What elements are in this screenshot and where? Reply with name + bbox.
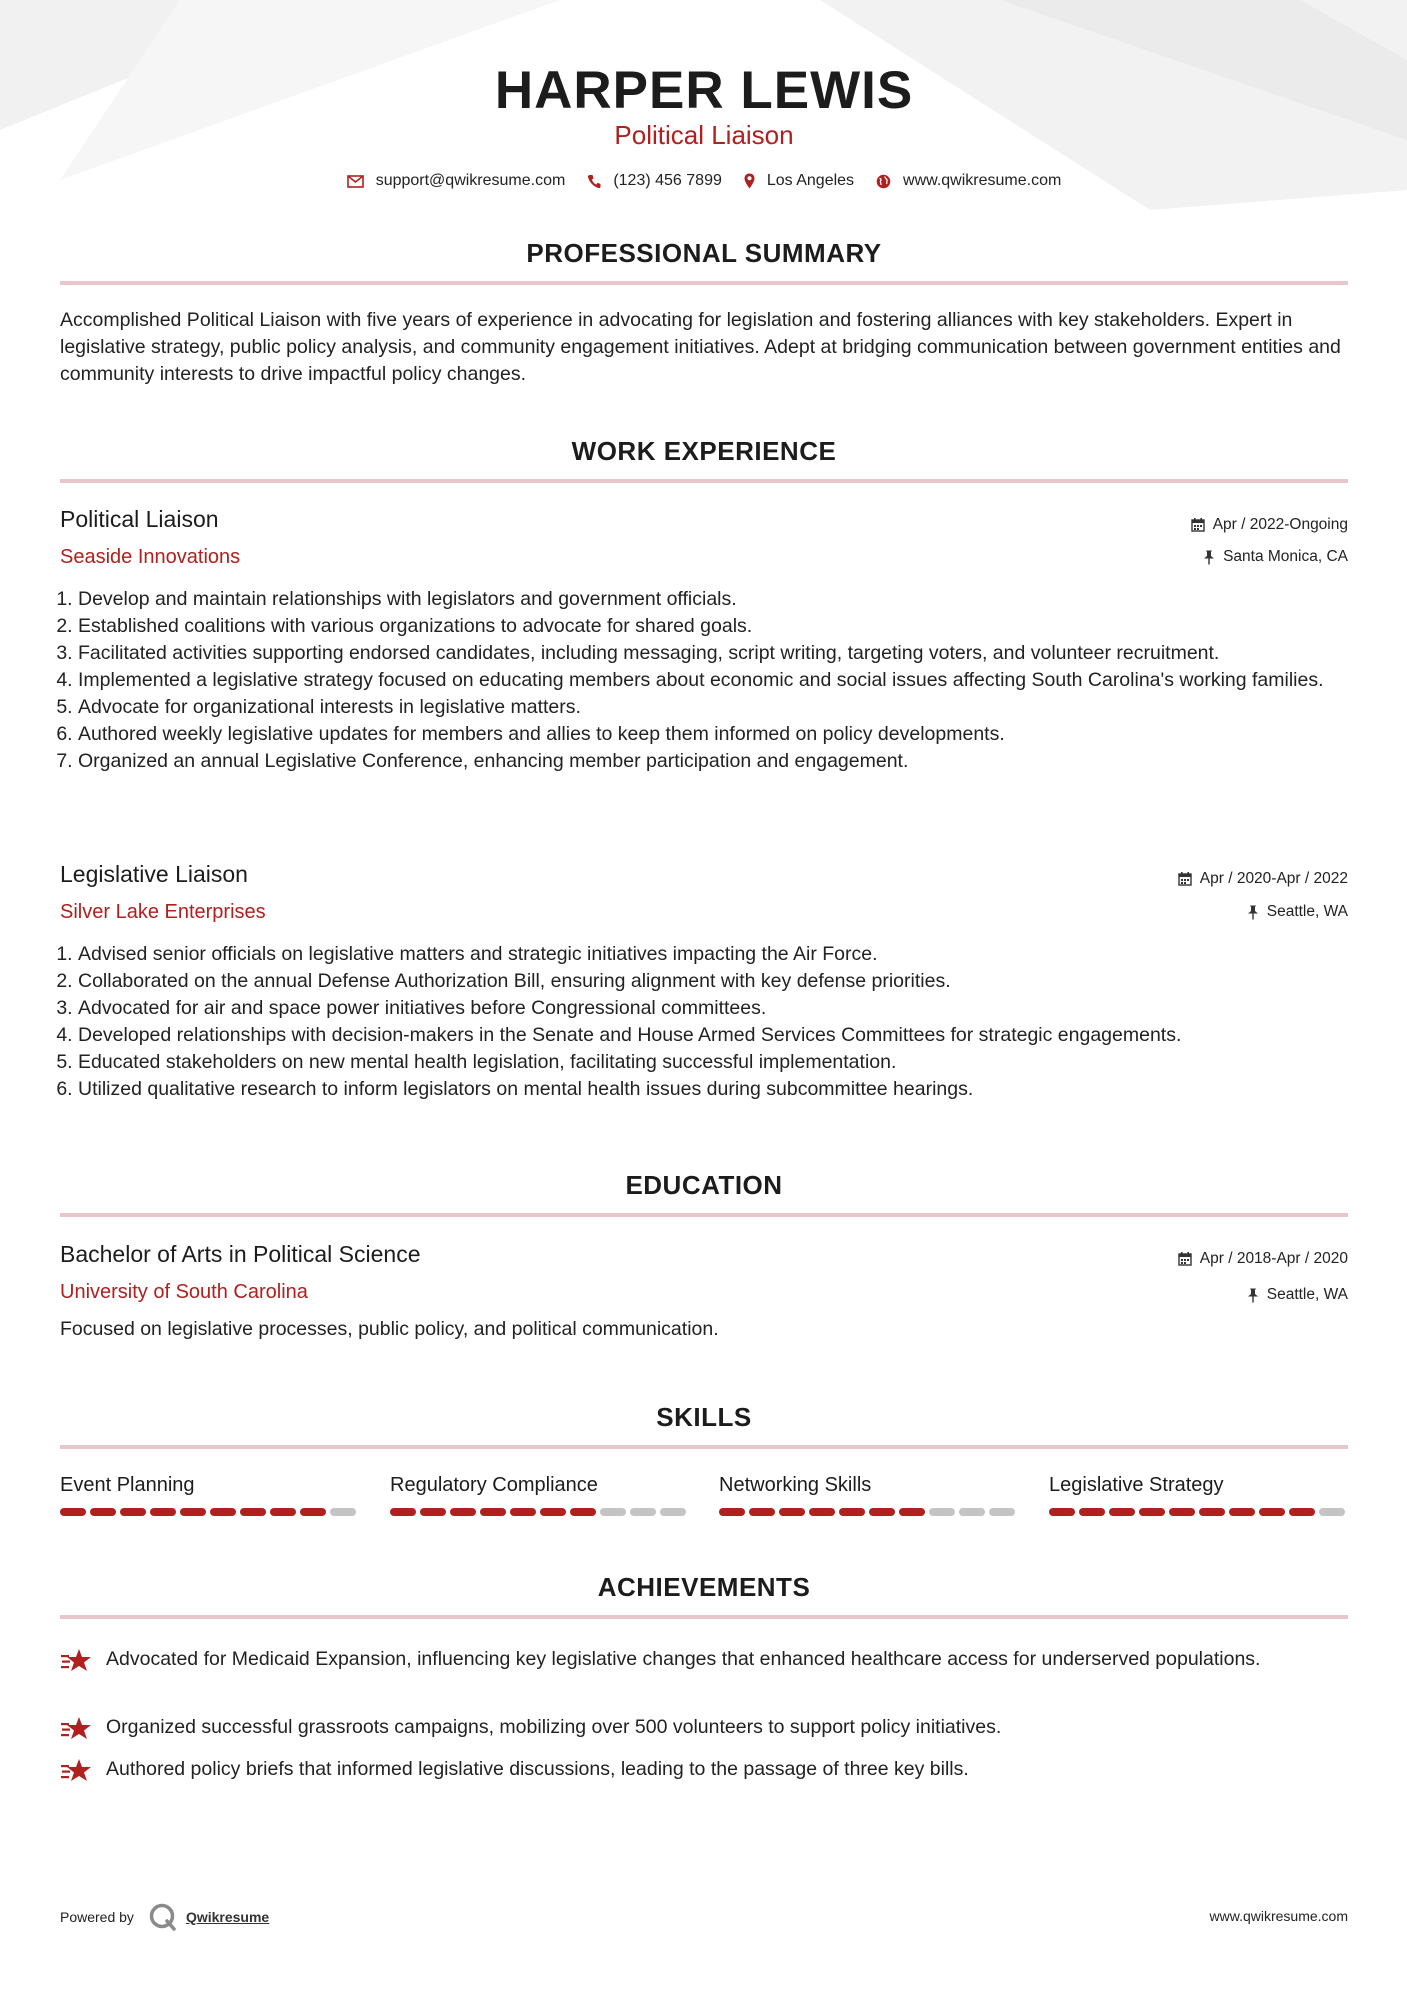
education-description: Focused on legislative processes, public policy, and political communication. bbox=[60, 1318, 719, 1340]
qwikresume-logo-icon bbox=[148, 1902, 178, 1932]
job-company: Silver Lake Enterprises bbox=[60, 901, 266, 923]
job-bullet: 1. Develop and maintain relationships with legislators and government officials. bbox=[78, 586, 1348, 613]
experience-section bbox=[60, 436, 1348, 1116]
job-date-text: Apr / 2022-Ongoing bbox=[1212, 516, 1348, 533]
school-name: University of South Carolina bbox=[60, 1281, 308, 1303]
pushpin-icon bbox=[1203, 550, 1215, 565]
candidate-role: Political Liaison bbox=[614, 120, 794, 150]
job-bullet: 6. Utilized qualitative research to inform legislators on mental health issues during subcommittee hearings. bbox=[78, 1076, 1348, 1103]
achievement-text: Organized successful grassroots campaigns, mobilizing over 500 volunteers to support policy initiatives. bbox=[106, 1716, 1002, 1738]
skill-segment-empty bbox=[600, 1508, 626, 1516]
job-location-text: Santa Monica, CA bbox=[1223, 548, 1348, 565]
skill-segment-filled bbox=[480, 1508, 506, 1516]
skill-item bbox=[1049, 1474, 1349, 1516]
education-date-text: Apr / 2018-Apr / 2020 bbox=[1199, 1250, 1348, 1267]
envelope-icon bbox=[347, 175, 364, 188]
skill-segment-filled bbox=[1259, 1508, 1285, 1516]
summary-divider bbox=[60, 281, 1348, 285]
skill-item bbox=[60, 1474, 360, 1516]
skills-heading: SKILLS bbox=[656, 1402, 752, 1432]
star-award-icon bbox=[60, 1716, 92, 1742]
job-location-text: Seattle, WA bbox=[1266, 903, 1348, 920]
achievement-text: Advocated for Medicaid Expansion, influencing key legislative changes that enhanced healthcare access for underserved populations. bbox=[106, 1648, 1261, 1670]
skill-segment-filled bbox=[270, 1508, 296, 1516]
education-divider bbox=[60, 1213, 1348, 1217]
skill-segment-filled bbox=[180, 1508, 206, 1516]
job-bullet: 7. Organized an annual Legislative Conference, enhancing member participation and engagement. bbox=[78, 748, 1348, 775]
skill-segment-filled bbox=[450, 1508, 476, 1516]
contact-phone[interactable] bbox=[587, 172, 722, 190]
footer-website[interactable]: www.qwikresume.com bbox=[1209, 1908, 1348, 1924]
job-bullet: 2. Collaborated on the annual Defense Authorization Bill, ensuring alignment with key defense priorities. bbox=[78, 968, 1348, 995]
powered-by bbox=[60, 1902, 269, 1932]
education-date bbox=[1178, 1250, 1348, 1268]
job-bullet: 3. Facilitated activities supporting endorsed candidates, including messaging, script writing, targeting voters, and volunteer recruitment. bbox=[78, 640, 1348, 667]
experience-heading: WORK EXPERIENCE bbox=[571, 436, 837, 466]
phone-icon bbox=[587, 174, 601, 189]
calendar-icon bbox=[1191, 518, 1205, 532]
job-bullet: 4. Implemented a legislative strategy focused on educating members about economic and social issues affecting South Carolina's working families. bbox=[78, 667, 1348, 694]
skill-segment-filled bbox=[510, 1508, 536, 1516]
achievement-item bbox=[60, 1756, 1348, 1784]
achievements-section bbox=[60, 1572, 1348, 1792]
achievements-divider bbox=[60, 1615, 1348, 1619]
skill-segment-filled bbox=[240, 1508, 266, 1516]
candidate-name: HARPER LEWIS bbox=[494, 61, 914, 120]
skills-section bbox=[60, 1402, 1348, 1532]
skill-segment-filled bbox=[869, 1508, 895, 1516]
skill-item bbox=[719, 1474, 1019, 1516]
skill-segment-filled bbox=[120, 1508, 146, 1516]
job-location bbox=[1247, 903, 1348, 921]
job-date bbox=[1178, 870, 1348, 888]
contact-location bbox=[744, 172, 854, 190]
skill-segment-empty bbox=[959, 1508, 985, 1516]
skill-meter bbox=[1049, 1508, 1349, 1516]
skill-segment-filled bbox=[390, 1508, 416, 1516]
job-company: Seaside Innovations bbox=[60, 546, 241, 568]
skill-segment-filled bbox=[899, 1508, 925, 1516]
qwikresume-link[interactable]: Qwikresume bbox=[185, 1909, 270, 1925]
skill-label: Regulatory Compliance bbox=[390, 1474, 598, 1496]
skill-segment-filled bbox=[839, 1508, 865, 1516]
skill-segment-empty bbox=[1319, 1508, 1345, 1516]
job-bullet: 5. Advocate for organizational interests in legislative matters. bbox=[78, 694, 1348, 721]
skill-label: Networking Skills bbox=[719, 1474, 872, 1496]
pushpin-icon bbox=[1247, 1288, 1259, 1303]
job-bullets bbox=[60, 586, 1348, 775]
degree-title: Bachelor of Arts in Political Science bbox=[60, 1241, 421, 1267]
job-bullet: 2. Established coalitions with various organizations to advocate for shared goals. bbox=[78, 613, 1348, 640]
job-date-text: Apr / 2020-Apr / 2022 bbox=[1199, 870, 1348, 887]
skill-segment-filled bbox=[570, 1508, 596, 1516]
skill-segment-filled bbox=[420, 1508, 446, 1516]
skill-segment-empty bbox=[330, 1508, 356, 1516]
skill-segment-filled bbox=[809, 1508, 835, 1516]
skill-segment-filled bbox=[300, 1508, 326, 1516]
summary-section bbox=[60, 238, 1348, 388]
skill-segment-filled bbox=[60, 1508, 86, 1516]
skill-segment-filled bbox=[1199, 1508, 1225, 1516]
skill-segment-filled bbox=[1169, 1508, 1195, 1516]
summary-heading: PROFESSIONAL SUMMARY bbox=[526, 238, 882, 268]
skill-segment-filled bbox=[1289, 1508, 1315, 1516]
achievement-item bbox=[60, 1646, 1348, 1674]
skill-segment-filled bbox=[540, 1508, 566, 1516]
calendar-icon bbox=[1178, 872, 1192, 886]
location-text: Los Angeles bbox=[766, 172, 855, 189]
education-section bbox=[60, 1170, 1348, 1350]
phone-text: (123) 456 7899 bbox=[613, 172, 722, 189]
job-bullets bbox=[60, 941, 1348, 1103]
skill-segment-empty bbox=[630, 1508, 656, 1516]
skill-meter bbox=[390, 1508, 690, 1516]
star-award-icon bbox=[60, 1648, 92, 1674]
skill-segment-filled bbox=[719, 1508, 745, 1516]
skills-divider bbox=[60, 1445, 1348, 1449]
contact-website[interactable] bbox=[876, 172, 1061, 190]
summary-text: Accomplished Political Liaison with five years of experience in advocating for legislation and fostering alliances with key stakeholders. Expert in legislative strategy, public policy analysis, and community engagement initiatives. Adept at bridging communication between government entities and community interests to drive impactful policy changes. bbox=[60, 309, 1341, 385]
job-title: Political Liaison bbox=[60, 506, 219, 532]
skill-segment-filled bbox=[1229, 1508, 1255, 1516]
education-location bbox=[1247, 1286, 1348, 1304]
achievement-text: Authored policy briefs that informed legislative discussions, leading to the passage of three key bills. bbox=[106, 1758, 969, 1780]
job-bullet: 5. Educated stakeholders on new mental health legislation, facilitating successful implementation. bbox=[78, 1049, 1348, 1076]
job-bullet: 3. Advocated for air and space power initiatives before Congressional committees. bbox=[78, 995, 1348, 1022]
skill-meter bbox=[60, 1508, 360, 1516]
education-location-text: Seattle, WA bbox=[1266, 1286, 1348, 1303]
skill-segment-filled bbox=[1049, 1508, 1075, 1516]
skill-label: Legislative Strategy bbox=[1049, 1474, 1224, 1496]
skill-segment-empty bbox=[929, 1508, 955, 1516]
star-award-icon bbox=[60, 1758, 92, 1784]
job-bullet: 1. Advised senior officials on legislative matters and strategic initiatives impacting the Air Force. bbox=[78, 941, 1348, 968]
job-bullet: 6. Authored weekly legislative updates for members and allies to keep them informed on policy developments. bbox=[78, 721, 1348, 748]
skill-label: Event Planning bbox=[60, 1474, 195, 1496]
skill-segment-filled bbox=[1079, 1508, 1105, 1516]
achievement-item bbox=[60, 1714, 1348, 1742]
job-title: Legislative Liaison bbox=[60, 861, 248, 887]
skill-segment-filled bbox=[150, 1508, 176, 1516]
job-date bbox=[1191, 516, 1348, 534]
job-location bbox=[1203, 548, 1348, 566]
contact-email[interactable] bbox=[347, 172, 566, 190]
calendar-icon bbox=[1178, 1252, 1192, 1266]
email-text: support@qwikresume.com bbox=[375, 172, 566, 189]
skill-item bbox=[390, 1474, 690, 1516]
skill-segment-filled bbox=[749, 1508, 775, 1516]
skill-segment-filled bbox=[1139, 1508, 1165, 1516]
job-bullet: 4. Developed relationships with decision-makers in the Senate and House Armed Services Committees for strategic engagements. bbox=[78, 1022, 1348, 1049]
pushpin-icon bbox=[1247, 905, 1259, 920]
skill-segment-filled bbox=[90, 1508, 116, 1516]
achievements-heading: ACHIEVEMENTS bbox=[597, 1572, 811, 1602]
map-pin-icon bbox=[744, 173, 755, 189]
powered-by-label: Powered by bbox=[60, 1909, 134, 1925]
experience-divider bbox=[60, 479, 1348, 483]
skill-segment-filled bbox=[1109, 1508, 1135, 1516]
skill-segment-filled bbox=[779, 1508, 805, 1516]
skill-segment-filled bbox=[210, 1508, 236, 1516]
skill-segment-empty bbox=[660, 1508, 686, 1516]
contact-bar bbox=[60, 172, 1348, 190]
website-text: www.qwikresume.com bbox=[903, 172, 1062, 189]
skill-meter bbox=[719, 1508, 1019, 1516]
skill-segment-empty bbox=[989, 1508, 1015, 1516]
globe-icon bbox=[876, 174, 891, 189]
education-heading: EDUCATION bbox=[625, 1170, 783, 1200]
